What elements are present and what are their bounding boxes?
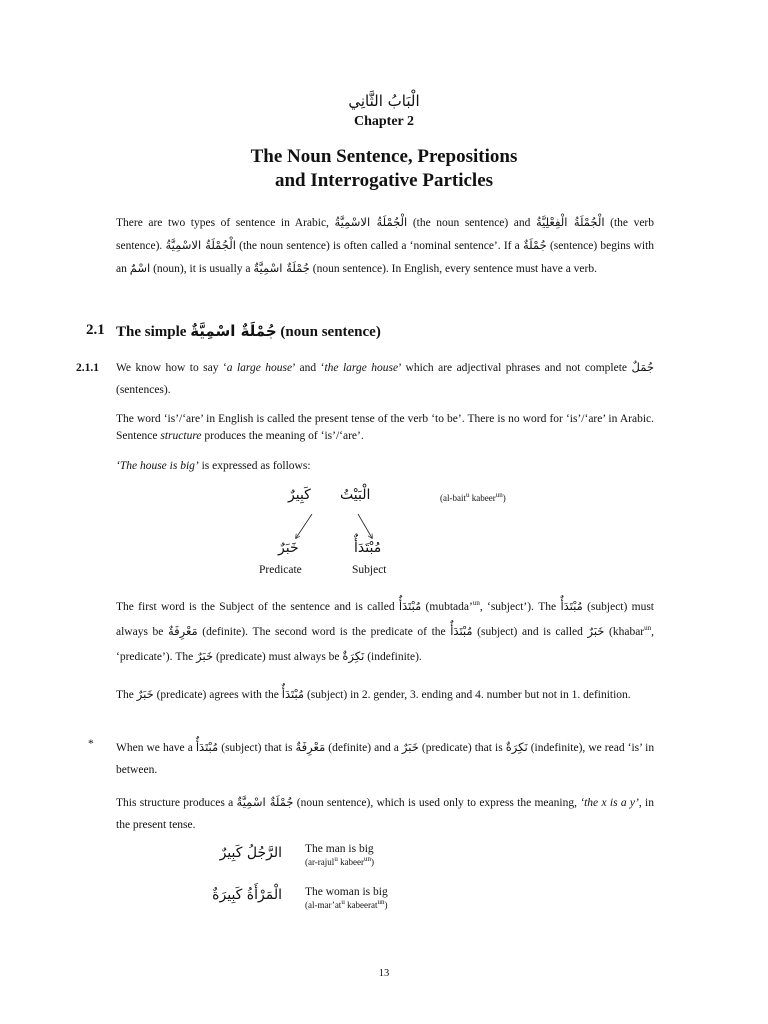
star-marker: *	[88, 738, 94, 750]
arrow-to-subject	[358, 514, 372, 538]
text: (noun sentence), which is used only to express the meaning,	[296, 797, 577, 809]
text: (indefinite), we read ‘is’ in between.	[116, 742, 655, 776]
text: kabeer	[469, 493, 496, 503]
chapter-title-line2: and Interrogative Particles	[274, 170, 494, 191]
text: There are two types of sentence in Arabic,	[116, 217, 329, 229]
text: kabeerat	[344, 900, 378, 910]
text: (mubtada’	[425, 601, 473, 613]
example-transliteration	[305, 900, 388, 910]
text: (sentences).	[116, 383, 171, 396]
arabic-term: خَبَرٌ	[196, 649, 214, 664]
text: (khabar	[609, 626, 645, 639]
text: (definite). The second word is the predicate of the	[202, 626, 446, 639]
predicate-arabic-label: خَبَرٌ	[278, 540, 299, 556]
arabic-term: جُمْلَةٌ اسْمِيَّةٌ	[236, 795, 294, 809]
italic-text: ‘the x is a y’	[580, 797, 639, 809]
text: produces the meaning of ‘is’/‘are’.	[204, 429, 364, 442]
example-arabic: الْمَرْأَةُ كَبِيرَةٌ	[212, 887, 282, 903]
text: , ‘predicate’). The	[116, 626, 655, 664]
arabic-term: خَبَرٌ	[587, 624, 605, 639]
italic-text: ‘The house is big’	[116, 460, 199, 472]
diagram-arrows	[270, 508, 390, 544]
arabic-term: نَكِرَةٌ	[505, 740, 528, 754]
text: , in the present tense.	[116, 797, 654, 831]
text: (predicate) agrees with the	[156, 689, 279, 701]
arabic-term: خَبَرٌ	[401, 740, 419, 754]
arabic-term: مُبْتَدَأٌ	[195, 740, 219, 754]
text: (indefinite).	[367, 651, 422, 664]
example-english: The woman is big	[305, 886, 388, 898]
diagram-word-predicate: كَبِيرٌ	[288, 487, 311, 503]
section-heading	[116, 322, 656, 341]
arabic-term: جُمْلَةٌ	[523, 237, 547, 252]
text: )	[384, 900, 388, 910]
italic-text: structure	[160, 429, 202, 442]
text: (al-bait	[440, 493, 466, 503]
superscript: u	[334, 855, 338, 863]
text: )	[371, 857, 375, 867]
example-english: The man is big	[305, 843, 374, 855]
text: The word ‘is’/‘are’ in English is called the present tense of the verb ‘to be’. There is no word for ‘is’/‘are’ in Arabic. Sentence	[116, 413, 654, 442]
page-number: 13	[378, 968, 390, 979]
subject-arabic-label: مُبْتَدَأٌ	[354, 540, 382, 556]
text: (sentence) begins with an	[116, 239, 655, 275]
subject-label: Subject	[352, 564, 387, 576]
text: This structure produces a	[116, 797, 234, 809]
arabic-term: مَعْرِفَةٌ	[295, 740, 326, 754]
arabic-term: اسْمٌ	[129, 260, 151, 275]
arabic-term: الْجُمْلَةُ الاسْمِيَّةُ	[165, 237, 236, 252]
text: (the noun sentence) is often called a ‘nominal sentence’. If a	[239, 239, 520, 252]
arabic-term: جُمْلَةٌ اسْمِيَّةٌ	[190, 322, 277, 340]
intro-paragraph	[116, 212, 654, 281]
text: (predicate) must always be	[215, 651, 340, 664]
example-intro	[116, 456, 654, 478]
italic-text: the large house	[324, 362, 399, 374]
superscript: un	[472, 599, 480, 608]
subject-predicate-paragraph	[116, 594, 654, 669]
text: (subject) in 2. gender, 3. ending and 4. number but not in 1. definition.	[306, 689, 631, 701]
superscript: un	[644, 624, 652, 633]
text: (noun), it is usually a	[153, 262, 251, 275]
when-paragraph	[116, 737, 654, 782]
text: We know how to say ‘	[116, 362, 227, 374]
arabic-term: مُبْتَدَأٌ	[560, 599, 583, 613]
superscript: un	[377, 898, 385, 906]
text: )	[502, 493, 506, 503]
text: is expressed as follows:	[201, 460, 311, 472]
text: (predicate) that is	[421, 742, 503, 754]
chapter-title-line1: The Noun Sentence, Prepositions	[250, 146, 518, 167]
arabic-term: جُمَلٌ	[631, 360, 654, 374]
text: (subject) and is called	[477, 626, 583, 639]
superscript: un	[364, 855, 372, 863]
text: (al-mar’at	[305, 900, 342, 910]
arabic-term: جُمْلَةٌ اسْمِيَّةٌ	[253, 260, 310, 275]
text: (subject) that is	[221, 742, 293, 754]
arabic-chapter-title: الْبَابُ الثَّانِي	[348, 92, 420, 110]
arabic-term: خَبَرٌ	[136, 687, 154, 701]
text: (the verb sentence).	[116, 217, 654, 252]
arabic-term: مُبْتَدَأٌ	[281, 687, 305, 701]
superscript: u	[341, 898, 345, 906]
text: (subject) must always be	[116, 601, 654, 639]
text: ’ and ‘	[292, 362, 325, 374]
section-number: 2.1	[86, 322, 105, 338]
structure-paragraph	[116, 792, 654, 837]
italic-text: a large house	[226, 362, 293, 374]
subsection-paragraph	[116, 357, 654, 402]
arabic-term: الْجُمْلَةُ الاسْمِيَّةُ	[334, 215, 408, 229]
text: , ‘subject’). The	[479, 601, 557, 613]
subsection-number: 2.1.1	[76, 362, 99, 374]
chapter-label: Chapter 2	[353, 114, 415, 129]
is-are-paragraph	[116, 411, 654, 444]
text: kabeer	[337, 857, 365, 867]
superscript: u	[466, 491, 470, 499]
text: The	[116, 689, 134, 701]
text: (definite) and a	[328, 742, 399, 754]
arabic-term: مُبْتَدَأٌ	[450, 624, 473, 639]
diagram-transliteration	[440, 493, 506, 503]
arabic-term: مُبْتَدَأٌ	[398, 599, 422, 613]
arabic-term: نَكِرَةٌ	[342, 649, 365, 664]
arabic-term: الْجُمْلَةُ الْفِعْلِيَّةُ	[535, 215, 605, 229]
predicate-label: Predicate	[259, 564, 302, 576]
agreement-paragraph	[116, 684, 654, 707]
arrow-to-predicate	[296, 514, 312, 538]
example-arabic: الرَّجُلُ كَبِيرٌ	[219, 845, 282, 861]
diagram-word-subject: الْبَيْتُ	[340, 487, 371, 503]
text: The simple	[116, 324, 187, 340]
example-transliteration	[305, 857, 374, 867]
text: The first word is the Subject of the sentence and is called	[116, 601, 395, 613]
text: When we have a	[116, 742, 193, 754]
text: (the noun sentence) and	[412, 217, 531, 229]
superscript: un	[495, 491, 503, 499]
text: (ar-rajul	[305, 857, 335, 867]
text: (noun sentence). In English, every sentence must have a verb.	[312, 262, 597, 275]
arabic-term: مَعْرِفَةٌ	[167, 624, 198, 639]
text: (noun sentence)	[280, 324, 381, 340]
text: ’ which are adjectival phrases and not complete	[398, 362, 628, 374]
